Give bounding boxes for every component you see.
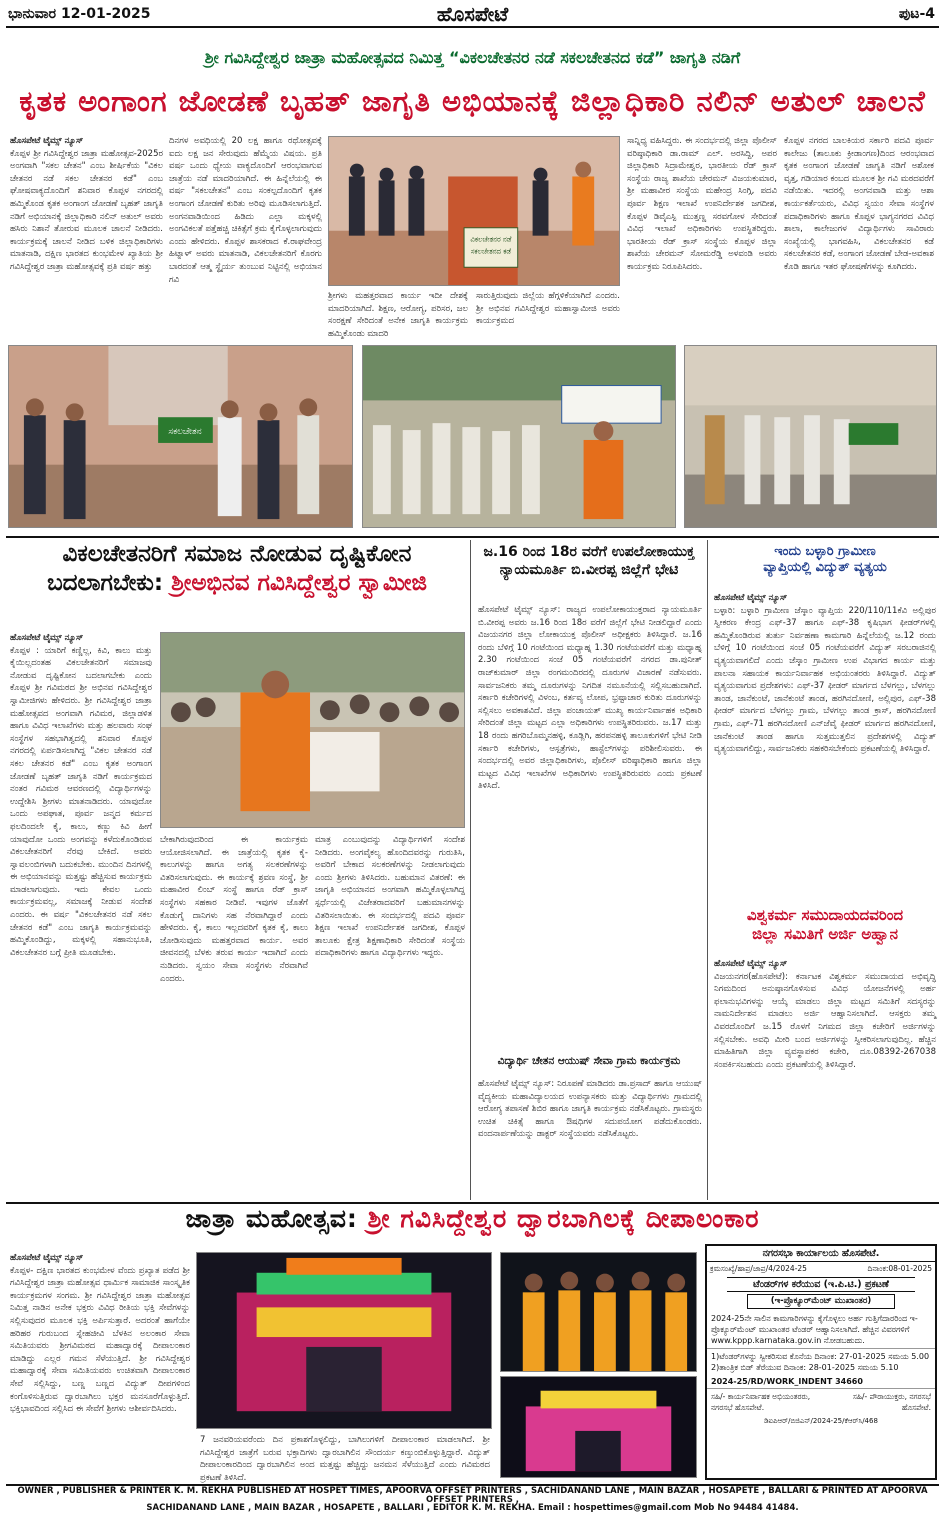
photo-procession-swamiji xyxy=(362,345,676,528)
vishwakarma-headline xyxy=(712,906,938,952)
lead-column-6: ಕೊಪ್ಪಳ ನಗರದ ಬಾಲಕಿಯರ ಸರ್ಕಾರಿ ಪದವಿ ಪೂರ್ವ ಕಾಲೇಜು (ತಾಲೂಕು ಕ್ರೀಡಾಂಗಣ)ದಿಂದ ಆರಂಭವಾದ ಕೃತಕ ಅಂಗಾಂಗ ಜೋಡಣೆ ಜಾಗೃತಿ ನಡಿಗೆ ಅಶೋಕ ವೃತ್ತ, ಗಡಿಯಾರ ಕಂಬದ ಮೂಲಕ ಶ್ರೀ ಗವಿ ಮಠದವರೆಗೆ ನಡೆಯಿತು. ಇದರಲ್ಲಿ ಅಂಗನವಾಡಿ ಮತ್ತು ಆಶಾ ಕಾರ್ಯಕರ್ತೆಯರು, ವಿವಿಧ ಸ್ವಯಂ ಸೇವಾ ಸಂಸ್ಥೆಗಳ ಪದಾಧಿಕಾರಿಗಳು ಹಾಗೂ ಕೊಪ್ಪಳ ಭಾಗ್ಯನಗರದ ವಿವಿಧ ಶಾಲಾ, ಕಾಲೇಜುಗಳ ವಿದ್ಯಾರ್ಥಿಗಳು ಸಾವಿರಾರು ಸಂಖ್ಯೆಯಲ್ಲಿ ಭಾಗವಹಿಸಿ, ವಿಕಲಚೇತನರ ಕಡೆ ಸಕಲಚೇತನರ ಕಡೆ, ಅಂಗಾಂಗ ಜೋಡಣೆ ಬೇಡ-ಅವಕಾಶ ಕೊಡಿ ಹಾಗೂ ಇತರ ಘೋಷಣೆಗಳನ್ನು ಕೂಗಿದರು. xyxy=(784,136,934,272)
tender-indent: 2024-25/RD/WORK_INDENT 34660 xyxy=(711,1377,863,1386)
tender-sign-left: ಸಹಿ/- ಕಾರ್ಯನಿರ್ವಾಹಕ ಅಭಿಯಂತರರು, ನಗರಸಭೆ ಹೊಸಪೇಟೆ. xyxy=(711,1392,811,1412)
lokayukta-headline-line-2: ನ್ಯಾಯಮೂರ್ತಿ ಬಿ.ವೀರಪ್ಪ ಜಿಲ್ಲೆಗೆ ಭೇಟಿ xyxy=(499,561,679,578)
power-column xyxy=(714,592,936,896)
lead-column-1 xyxy=(10,135,163,335)
footer-line-2: SACHIDANAND LANE , MAIN BAZAR , HOSAPETE , BALLARI , EDITOR K. M. REKHA. Email : hospettimes@gmail.com Mob No 94484 41484. xyxy=(146,1503,799,1513)
lead-photo-rally xyxy=(328,136,620,286)
ayush-headline: ವಿದ್ಯಾರ್ಥಿ ಚೇತನ ಆಯುಷ್ ಸೇವಾ ಗ್ರಾಮ ಕಾರ್ಯಕ್ರಮ xyxy=(497,1055,681,1067)
lead-column-4: ಸಾರುತ್ತಿರುವುದು ಜಿಲ್ಲೆಯ ಹೆಗ್ಗಳಿಕೆಯಾಗಿದೆ ಎಂದರು. ಶ್ರೀ ಅಭಿನವ ಗವಿಸಿದ್ದೇಶ್ವರ ಮಹಾಸ್ವಾಮೀಜಿ ಅವರು ಕಾರ್ಯಕ್ರಮದ xyxy=(476,291,620,327)
tender-title: ಟೆಂಡರ್‌ಗಳ ಕರೆಯುವ (ಇ.ಪಿ.ಟಿ.) ಪ್ರಕಟಣೆ xyxy=(727,1277,915,1292)
jatra-column-1 xyxy=(10,1252,190,1452)
paper-name: ಹೊಸಪೇಟೆ xyxy=(436,2,509,26)
swamiji-headline-line-2b: ಶ್ರೀಅಭಿನವ ಗವಿಸಿದ್ದೇಶ್ವರ ಸ್ವಾಮೀಜಿ xyxy=(171,569,427,596)
tender-ref: ಕ್ರಮಸಂಖ್ಯೆ/ಹಾಪ್ರ/ಜಾಪ್ರ/4/2024-25 xyxy=(710,1264,807,1273)
jatra-headline xyxy=(0,1204,945,1234)
lead-text-1: ಕೊಪ್ಪಳ ಶ್ರೀ ಗವಿಸಿದ್ದೇಶ್ವರ ಜಾತ್ರಾ ಮಹೋತ್ಸವ-2025ರ ಅಂಗವಾಗಿ "ಸಕಲ ಚೇತನ" ಎಂಬ ಶೀರ್ಷಿಕೆಯ "ವಿಕಲ ಚೇತನರ ನಡೆ ಸಕಲ ಚೇತನರ ಕಡೆ" ಎಂಬ ಘೋಷವಾಕ್ಯದೊಂದಿಗೆ ಶನಿವಾರ ಕೊಪ್ಪಳ ನಗರದಲ್ಲಿ ಹಮ್ಮಿಕೊಂಡ ಕೃತಕ ಅಂಗಾಂಗ ಜೋಡಣೆ ಬೃಹತ್ ಜಾಗೃತಿ ನಡಿಗೆ ಅಭಿಯಾನಕ್ಕೆ ಜಿಲ್ಲಾಧಿಕಾರಿ ನಲಿನ್ ಅತುಲ್ ಅವರು ಹಸಿರು ನಿಶಾನೆ ತೋರುವ ಮೂಲಕ ಚಾಲನೆ ನೀಡಿದರು. ಕಾರ್ಯಕ್ರಮಕ್ಕೆ ಚಾಲನೆ ನೀಡಿದ ಬಳಿಕ ಜಿಲ್ಲಾಧಿಕಾರಿಗಳು ಮಾತನಾಡಿ, ದಕ್ಷಿಣ ಭಾರತದ ಕುಂಭಮೇಳ ಖ್ಯಾತಿಯ ಶ್ರೀ ಗವಿಸಿದ್ದೇಶ್ವರ ಜಾತ್ರಾ ಮಹೋತ್ಸವಕ್ಕೆ ಪ್ರತಿ ವರ್ಷ ಹತ್ತು xyxy=(10,148,163,272)
power-headline xyxy=(712,544,938,586)
lead-column-5: ಸಾನ್ನಿಧ್ಯ ವಹಿಸಿದ್ದರು. ಈ ಸಂದರ್ಭದಲ್ಲಿ ಜಿಲ್ಲಾ ಪೊಲೀಸ್ ವರಿಷ್ಠಾಧಿಕಾರಿ ಡಾ.ರಾಮ್ ಎಲ್. ಅರಸಿದ್ದಿ, ಅಪರ ಜಿಲ್ಲಾಧಿಕಾರಿ ಸಿದ್ರಾಮೇಶ್ವರ, ಭಾರತೀಯ ರೆಡ್ ಕ್ರಾಸ್ ಸಂಸ್ಥೆಯ ರಾಜ್ಯ ಶಾಖೆಯ ಚೇರಮನ್ ವಿಜಯಕುಮಾರ, ಶ್ರೀ ಮಹಾವೀರ ಸಂಸ್ಥೆಯ ಮಹೇಂದ್ರ ಸಿಂಗ್ಗಿ, ಪದವಿ ಪೂರ್ವ ಶಿಕ್ಷಣ ಇಲಾಖೆ ಉಪನಿರ್ದೇಶಕ ಜಗದೀಶ, ಕೊಪ್ಪಳ ಡಿವೈಎಸ್ಪಿ ಮುತ್ತಣ್ಣ ಸರವಗೋಳ ಸೇರಿದಂತೆ ವಿವಿಧ ಇಲಾಖೆ ಅಧಿಕಾರಿಗಳು ಉಪಸ್ಥಿತರಿದ್ದರು. ಭಾರತೀಯ ರೆಡ್ ಕ್ರಾಸ್ ಸಂಸ್ಥೆಯ ಕೊಪ್ಪಳ ಜಿಲ್ಲಾ ಶಾಖೆಯ ಚೇರಮನ್ ಸೋಮರೆಡ್ಡಿ ಅಳವಂಡಿ ಅವರು ಕಾರ್ಯಕ್ರಮ ನಿರೂಪಿಸಿದರು. xyxy=(627,136,777,272)
swamiji-headline-line-2a: ಬದಲಾಗಬೇಕು: xyxy=(47,569,172,596)
masthead-rule xyxy=(6,26,939,28)
ayush-body: ಹೊಸಪೇಟೆ ಟೈಮ್ಸ್ ನ್ಯೂಸ್: ನಿರೂಪಣೆ ಮಾಡಿದರು ಡಾ.ಪ್ರಸಾದ್ ಹಾಗೂ ಆಯುಷ್ ವೈದ್ಯಕೀಯ ಮಹಾವಿದ್ಯಾಲಯದ ಉಪನ್ಯಾಸಕರು ಮತ್ತು ವಿದ್ಯಾರ್ಥಿಗಳು ಗ್ರಾಮದಲ್ಲಿ ಆರೋಗ್ಯ ತಪಾಸಣೆ ಶಿಬಿರ ಹಾಗೂ ಜಾಗೃತಿ ಕಾರ್ಯಕ್ರಮ ನಡೆಸಿಕೊಟ್ಟರು. ಗ್ರಾಮಸ್ಥರು ಉಚಿತ ಚಿಕಿತ್ಸೆ ಹಾಗೂ ಔಷಧಿಗಳ ಸದುಪಯೋಗ ಪಡೆದುಕೊಂಡರು. ವಂದನಾರ್ಪಣೆಯನ್ನು ಡಾಕ್ಟರ್ ಸಂಸ್ಥೆಯವರು ನಡೆಸಿಕೊಟ್ಟರು. xyxy=(478,1079,702,1140)
jatra-headline-a: ಜಾತ್ರಾ ಮಹೋತ್ಸವ: xyxy=(185,1204,368,1233)
power-body: ಬಳ್ಳಾರಿ: ಬಳ್ಳಾರಿ ಗ್ರಾಮೀಣ ಜೆಸ್ಕಾಂ ವ್ಯಾಪ್ತಿಯ 220/110/11ಕೆವಿ ಅಲ್ಲಿಪುರ ಸ್ವೀಕರಣ ಕೇಂದ್ರ ಎಫ್-37 ಹಾಗೂ ಎಫ್-38 ಕೃಷಿಭಾಗ ಫೀಡರ್‌ಗಳಲ್ಲಿ ಹಮ್ಮಿಕೊಂಡಿರುವ ತುರ್ತು ನಿರ್ವಹಣಾ ಕಾಮಗಾರಿ ಹಿನ್ನೆಲೆಯಲ್ಲಿ ಜ.12 ರಂದು ಬೆಳಿಗ್ಗೆ 10 ಗಂಟೆಯಿಂದ ಸಂಜೆ 05 ಗಂಟೆಯವರೆಗೆ ವಿದ್ಯುತ್ ಸರಬರಾಜಿನಲ್ಲಿ ವ್ಯತ್ಯಯವಾಗಲಿದೆ ಎಂದು ಜೆಸ್ಕಾಂ ಗ್ರಾಮೀಣ ಉಪ ವಿಭಾಗದ ಕಾರ್ಯ ಮತ್ತು ಪಾಲನಾ ಸಹಾಯಕ ಕಾರ್ಯನಿರ್ವಾಹಕ ಅಭಿಯಂತರರು ತಿಳಿಸಿದ್ದಾರೆ. ವಿದ್ಯುತ್ ವ್ಯತ್ಯಯವಾಗುವ ಪ್ರದೇಶಗಳು: ಎಫ್-37 ಫೀಡರ್ ಮಾರ್ಗದ ಬೆಳಗಲ್ಲು, ಬೆಳಗಲ್ಲು ತಾಂಡ, ಜಾನೆಕುಂಟೆ, ಜಾನೆಕುಂಟೆ ತಾಂಡ, ಹರಗಿನದೋಣಿ, ಅಲ್ಲಿಪುರ, ಎಫ್-38 ಫೀಡರ್ ಮಾರ್ಗದ ಬೆಳಗಲ್ಲು ಗ್ರಾಮ, ಬೆಳಗಲ್ಲು ತಾಂಡ ಕ್ರಾಸ್, ಹರಗಿನದೋಣಿ ಗ್ರಾಮ, ಎಫ್-71 ಹರಗಿನದೋಣಿ ಎನ್‌ಜೆವೈ ಫೀಡರ್ ಮಾರ್ಗದ ಹರಗಿನದೋಣಿ, ಜಾನೆಕುಂಟೆ ತಾಂಡ ಹಾಗೂ ಸುತ್ತಮುತ್ತಲಿನ ಪ್ರದೇಶಗಳಲ್ಲಿ ವಿದ್ಯುತ್ ವ್ಯತ್ಯಯವಾಗಲಿದ್ದು, ಸಾರ್ವಜನಿಕರು ಸಹಕರಿಸಬೇಕೆಂದು ಪ್ರಕಟಣೆಯಲ್ಲಿ ತಿಳಿಸಿದ್ದಾರೆ. xyxy=(714,605,936,755)
power-headline-line-1: ಇಂದು ಬಳ್ಳಾರಿ ಗ್ರಾಮೀಣ xyxy=(774,544,876,559)
jatra-byline: ಹೊಸಪೇಟೆ ಟೈಮ್ಸ್ ನ್ಯೂಸ್ xyxy=(10,1253,84,1263)
lokayukta-headline-line-1: ಜ.16 ರಿಂದ 18ರ ವರೆಗೆ ಉಪಲೋಕಾಯುಕ್ತ xyxy=(483,544,695,560)
tender-dates: 1)ಟೆಂಡರ್‌ಗಳನ್ನು ಸ್ವೀಕರಿಸುವ ಕೊನೆಯ ದಿನಾಂಕ: 27-01-2025 ಸಮಯ 5.00 2)ತಾಂತ್ರಿಕ ಬಿಡ್ ತೆರೆಯುವ ದಿನಾಂಕ: 28-01-2025 ಸಮಯ 5.10 xyxy=(707,1348,935,1375)
swamiji-headline xyxy=(6,540,468,616)
lead-byline: ಹೊಸಪೇಟೆ ಟೈಮ್ಸ್ ನ್ಯೂಸ್ xyxy=(10,136,84,146)
jatra-headline-b: ಶ್ರೀ ಗವಿಸಿದ್ದೇಶ್ವರ ದ್ವಾರಬಾಗಿಲಕ್ಕೆ ದೀಪಾಲಂಕಾರ xyxy=(367,1204,760,1233)
lead-headline: ಕೃತಕ ಅಂಗಾಂಗ ಜೋಡಣೆ ಬೃಹತ್ ಜಾಗೃತಿ ಅಭಿಯಾನಕ್ಕೆ ಜಿಲ್ಲಾಧಿಕಾರಿ ನಲಿನ್ ಅತುಲ್ ಚಾಲನೆ xyxy=(19,84,926,118)
tender-date: ದಿನಾಂಕ:08-01-2025 xyxy=(867,1264,932,1273)
section-rule xyxy=(6,536,939,538)
tender-sign-right: ಸಹಿ/- ಪೌರಾಯುಕ್ತರು, ನಗರಸಭೆ ಹೊಸಪೇಟೆ. xyxy=(852,1392,931,1412)
vishwakarma-headline-line-1: ವಿಶ್ವಕರ್ಮ ಸಮುದಾಯದವರಿಂದ xyxy=(746,906,904,924)
tender-dipr: ಡಿಐಪಿಆರ್/ಬಿಜಿಎನ್/2024-25/ಕೆಆರ್‌ಸಿ/468 xyxy=(764,1417,878,1425)
photo-flag-off xyxy=(8,345,353,528)
vishwakarma-body: ವಿಜಯನಗರ(ಹೊಸಪೇಟೆ): ಕರ್ನಾಟಕ ವಿಶ್ವಕರ್ಮ ಸಮುದಾಯದ ಅಭಿವೃದ್ಧಿ ನಿಗಮದಿಂದ ಅನುಷ್ಠಾನಗೊಳಿಸುವ ವಿವಿಧ ಯೋಜನೆಗಳಲ್ಲಿ ಅರ್ಹ ಫಲಾನುಭವಿಗಳನ್ನು ಆಯ್ಕೆ ಮಾಡಲು ಜಿಲ್ಲಾ ಮಟ್ಟದ ಸಮಿತಿಗೆ ಸದಸ್ಯರನ್ನು ನಾಮನಿರ್ದೇಶನ ಮಾಡಲು ಅರ್ಜಿ ಆಹ್ವಾನಿಸಲಾಗಿದೆ. ಆಸಕ್ತರು ತಮ್ಮ ವಿವರದೊಂದಿಗೆ ಜ.15 ರೊಳಗೆ ನಿಗಮದ ಜಿಲ್ಲಾ ಕಚೇರಿಗೆ ಅರ್ಜಿಗಳನ್ನು ಸಲ್ಲಿಸಬೇಕು. ಅವಧಿ ಮೀರಿ ಬಂದ ಅರ್ಜಿಗಳನ್ನು ಸ್ವೀಕರಿಸಲಾಗುವುದಿಲ್ಲ. ಹೆಚ್ಚಿನ ಮಾಹಿತಿಗಾಗಿ ಜಿಲ್ಲಾ ವ್ಯವಸ್ಥಾಪಕರ ಕಚೇರಿ, ದೂ.08392-267038 ಸಂಪರ್ಕಿಸಬಹುದು ಎಂದು ಪ್ರಕಟಣೆಯಲ್ಲಿ ತಿಳಿಸಿದ್ದಾರೆ. xyxy=(714,971,936,1070)
vishwakarma-byline: ಹೊಸಪೇಟೆ ಟೈಮ್ಸ್ ನ್ಯೂಸ್ xyxy=(714,959,788,969)
lead-kicker: ಶ್ರೀ ಗವಿಸಿದ್ದೇಶ್ವರ ಜಾತ್ರಾ ಮಹೋತ್ಸವದ ನಿಮಿತ್ತ “ವಿಕಲಚೇತನರ ನಡೆ ಸಕಲಚೇತನದ ಕಡೆ” ಜಾಗೃತಿ ನಡಿಗೆ xyxy=(204,48,741,67)
photo-illuminated-gate-2 xyxy=(500,1376,697,1478)
swamiji-column-2: ಬೇಕಾಗಿರುವುದರಿಂದ ಈ ಕಾರ್ಯಕ್ರಮ ಆಯೋಜಿಸಲಾಗಿದೆ. ಈ ಜಾತ್ರೆಯಲ್ಲಿ ಕೃತಕ ಕೈ-ಕಾಲುಗಳನ್ನು ಹಾಗೂ ಅಗತ್ಯ ಸಲಕರಣೆಗಳನ್ನು ವಿತರಿಸಲಾಗುವುದು. ಈ ಕಾರ್ಯಕ್ಕೆ ಶ್ರವಣ ಸಂಸ್ಥೆ, ಶ್ರೀ ಮಹಾವೀರ ಲಿಂಬ್ ಸಂಸ್ಥೆ ಹಾಗೂ ರೆಡ್ ಕ್ರಾಸ್ ಸಂಸ್ಥೆಗಳು ಸಹಕಾರ ನೀಡಿವೆ. ಇವುಗಳ ಜೊತೆಗೆ ಕೊಡುಗೈ ದಾನಿಗಳು ಸಹ ನೆರವಾಗಿದ್ದಾರೆ ಎಂದು ಹೇಳಿದರು. ಕೈ, ಕಾಲು ಇಲ್ಲದವರಿಗೆ ಕೃತಕ ಕೈ, ಕಾಲು ಜೋಡಿಸುವುದು ಮಹತ್ತರವಾದ ಕಾರ್ಯ. ಅವರ ಜೀವನದಲ್ಲಿ ಬೆಳಕು ತರುವ ಕಾರ್ಯ ಇದಾಗಿದೆ ಎಂದು ನುಡಿದರು. ಸ್ವಯಂ ಸೇವಾ ಸಂಸ್ಥೆಗಳು ನೆರವಾಗಿವೆ ಎಂದರು. xyxy=(160,835,308,984)
tender-subtitle: (ಇ-ಪ್ರೊಕ್ಯೂರ್‌ಮೆಂಟ್ ಮುಖಾಂತರ) xyxy=(747,1294,895,1309)
lokayukta-headline xyxy=(474,544,704,594)
tender-notice xyxy=(705,1244,937,1480)
lead-column-3: ಶ್ರೀಗಳು ಮಹತ್ತರವಾದ ಕಾರ್ಯ ಇದೀ ದೇಶಕ್ಕೆ ಮಾದರಿಯಾಗಿದೆ. ಶಿಕ್ಷಣ, ಆರೋಗ್ಯ, ಪರಿಸರ, ಜಲ ಸಂರಕ್ಷಣೆ ಸೇರಿದಂತೆ ಅನೇಕ ಜಾಗೃತಿ ಕಾರ್ಯಕ್ರಮ ಹಮ್ಮಿಕೊಂಡು ಮಾದರಿ xyxy=(328,291,468,339)
swamiji-column-3: ಮಾತ್ರ ಎಂಬುವುದನ್ನು ವಿದ್ಯಾರ್ಥಿಗಳಿಗೆ ಸಂದೇಶ ನೀಡಿದರು. ಅಂಗವೈಕಲ್ಯ ಹೊಂದಿದವರನ್ನು ಗುರುತಿಸಿ, ಅವರಿಗೆ ಬೇಕಾದ ಸಲಕರಣೆಗಳನ್ನು ನೀಡಲಾಗುವುದು ಎಂದು ಶ್ರೀಗಳು ತಿಳಿಸಿದರು. ಬಹುಮಾನ ವಿತರಣೆ: ಈ ಜಾಗೃತಿ ಅಭಿಯಾನದ ಅಂಗವಾಗಿ ಹಮ್ಮಿಕೊಳ್ಳಲಾಗಿದ್ದ ಸ್ಪರ್ಧೆಯಲ್ಲಿ ವಿಜೇತರಾದವರಿಗೆ ಬಹುಮಾನಗಳನ್ನು ವಿತರಿಸಲಾಯಿತು. ಈ ಸಂದರ್ಭದಲ್ಲಿ ಪದವಿ ಪೂರ್ವ ಶಿಕ್ಷಣ ಇಲಾಖೆ ಉಪನಿರ್ದೇಶಕ ಜಗದೀಶ, ಕೊಪ್ಪಳ ತಾಲೂಕು ಕ್ಷೇತ್ರ ಶಿಕ್ಷಣಾಧಿಕಾರಿ ಸೇರಿದಂತೆ ಸಂಸ್ಥೆಯ ಪದಾಧಿಕಾರಿಗಳು ಹಾಗೂ ವಿದ್ಯಾರ್ಥಿಗಳು ಇದ್ದರು. xyxy=(315,835,465,959)
issue-date: ಭಾನುವಾರ 12-01-2025 xyxy=(8,6,151,22)
tender-office: ನಗರಸಭಾ ಕಾರ್ಯಾಲಯ ಹೊಸಪೇಟೆ. xyxy=(707,1246,935,1262)
photo-sign-line-2: ಸಕಲಚೇತನದ ಕಡೆ xyxy=(470,247,512,256)
swamiji-headline-line-1: ವಿಕಲಚೇತನರಿಗೆ ಸಮಾಜ ನೋಡುವ ದೃಷ್ಟಿಕೋನ xyxy=(62,541,412,567)
photo-banner-text: ಸಕಲಚೇತನ xyxy=(168,427,202,438)
column-divider-2 xyxy=(707,540,708,1200)
page-number: ಪುಟ-4 xyxy=(898,6,935,22)
power-byline: ಹೊಸಪೇಟೆ ಟೈಮ್ಸ್ ನ್ಯೂಸ್ xyxy=(714,593,788,603)
power-headline-line-2: ವ್ಯಾಪ್ತಿಯಲ್ಲಿ ವಿದ್ಯುತ್ ವ್ಯತ್ಯಯ xyxy=(763,560,887,576)
vishwakarma-headline-line-2: ಜಿಲ್ಲಾ ಸಮಿತಿಗೆ ಅರ್ಜಿ ಅಹ್ವಾನ xyxy=(752,924,898,943)
swamiji-text-1: ಕೊಪ್ಪಳ : ಯಾರಿಗೆ ಕಣ್ಣಿಲ್ಲ, ಕಿವಿ, ಕಾಲು ಮತ್ತು ಕೈಯಿಲ್ಲದಂತಹ ವಿಕಲಚೇತನರಿಗೆ ಸಮಾಜವು ನೋಡುವ ದೃಷ್ಟಿಕೋನ ಬದಲಾಗಬೇಕು ಎಂದು ಕೊಪ್ಪಳ ಶ್ರೀ ಗವಿಮಠದ ಶ್ರೀ ಅಭಿನವ ಗವಿಸಿದ್ದೇಶ್ವರ ಸ್ವಾಮೀಜಿಗಳು ಹೇಳಿದರು. ಶ್ರೀ ಗವಿಸಿದ್ದೇಶ್ವರ ಜಾತ್ರಾ ಮಹೋತ್ಸವದ ಅಂಗವಾಗಿ ಗವಿಮಠ, ಜಿಲ್ಲಾಡಳಿತ ಹಾಗೂ ವಿವಿಧ ಇಲಾಖೆಗಳು ಮತ್ತು ಹಲವಾರು ಸಂಘ ಸಂಸ್ಥೆಗಳ ಸಹಭಾಗಿತ್ವದಲ್ಲಿ ಶನಿವಾರ ಕೊಪ್ಪಳ ನಗರದಲ್ಲಿ ಏರ್ಪಡಿಸಲಾಗಿದ್ದ "ವಿಕಲ ಚೇತನರ ನಡೆ ಸಕಲ ಚೇತನರ ಕಡೆ" ಎಂಬ ಕೃತಕ ಅಂಗಾಂಗ ಜೋಡಣೆ ಬೃಹತ್ ಜಾಗೃತಿ ನಡಿಗೆ ಕಾರ್ಯಕ್ರಮದ ನಂತರ ಗವಿಮಠ ಆವರಣದಲ್ಲಿ ವಿದ್ಯಾರ್ಥಿಗಳನ್ನು ಉದ್ದೇಶಿಸಿ ಶ್ರೀಗಳು ಮಾತನಾಡಿದರು. ಯಾವುದೋ ಒಂದು ಅಪಘಾತ, ಪೂರ್ವ ಜನ್ಮದ ಕರ್ಮದ ಫಲದಿಂದಲೇ ಕೈ, ಕಾಲು, ಕಣ್ಣು ಕಿವಿ ಹೀಗೆ ಯಾವುದೋ ಒಂದು ಅಂಗವನ್ನು ಕಳೆದುಕೊಂಡಿರುವ ವಿಕಲಚೇತನರಿಗೆ ನೆರವು ಬೇಕಿದೆ. ಅವರು ಸ್ವಾವಲಂಬಿಗಳಾಗಿ ಬದುಕಬೇಕು. ಮುಂದಿನ ದಿನಗಳಲ್ಲಿ ಈ ಅಭಿಯಾನವನ್ನು ಮತ್ತಷ್ಟು ಹೆಚ್ಚಿಸುವ ಕಾರ್ಯಕ್ರಮ ಮಾಡಲಾಗುವುದು. ಇದು ಕೇವಲ ಒಂದು ಕಾರ್ಯಕ್ರಮವಲ್ಲ, ಸಮಾಜಕ್ಕೆ ನೀಡುವ ಸಂದೇಶ ಎಂದರು. ಈ ವರ್ಷ "ವಿಕಲಚೇತನರ ನಡೆ ಸಕಲ ಚೇತನರ ಕಡೆ" ಎಂಬ ಜಾಗೃತಿ ಕಾರ್ಯಕ್ರಮವನ್ನು ಹಮ್ಮಿಕೊಂಡಿದ್ದು, ಮಕ್ಕಳಲ್ಲಿ ಸಹಾನುಭೂತಿ, ವಿಕಲಚೇತನರ ಬಗ್ಗೆ ಪ್ರೀತಿ ಮೂಡಬೇಕು. xyxy=(10,645,152,958)
photo-sign-line-1: ವಿಕಲಚೇತನರ ನಡೆ xyxy=(470,235,512,244)
footer-line-1: OWNER , PUBLISHER & PRINTER K. M. REKHA PUBLISHED AT HOSPET TIMES, APOORVA OFFSET PRINTERS , SACHIDANAND LANE , MAIN BAZAR , HOSAPETE , BALLARI & PRINTED AT APOORVA OFFSET PRINTERS , xyxy=(17,1486,928,1505)
photo-procession-street xyxy=(684,345,937,528)
swamiji-column-1 xyxy=(10,632,152,1200)
swamiji-byline: ಹೊಸಪೇಟೆ ಟೈಮ್ಸ್ ನ್ಯೂಸ್ xyxy=(10,633,84,643)
column-divider-1 xyxy=(470,540,471,1200)
photo-illuminated-gate-1 xyxy=(196,1252,492,1429)
vishwakarma-column xyxy=(714,958,936,1200)
lead-column-2: ದಿನಗಳ ಅವಧಿಯಲ್ಲಿ 20 ಲಕ್ಷ ಹಾಗೂ ರಥೋತ್ಸವಕ್ಕೆ ಐದು ಲಕ್ಷ ಜನ ಸೇರುವುದು ಹೆಮ್ಮೆಯ ವಿಷಯ. ಪ್ರತಿ ವರ್ಷ ಒಂದು ಧ್ಯೇಯ ವಾಕ್ಯದೊಂದಿಗೆ ಆರಂಭವಾಗುವ ಜಾತ್ರೆಯ ನಡೆ ಮಾದರಿಯಾಗಿದೆ. ಈ ಹಿನ್ನೆಲೆಯಲ್ಲಿ ಈ ವರ್ಷ "ಸಕಲಚೇತನ" ಎಂಬ ಸಂಕಲ್ಪದೊಂದಿಗೆ ಕೃತಕ ಅಂಗಾಂಗ ಜೋಡಣೆ ಕುರಿತು ಅರಿವು ಮೂಡಿಸಲಾಗುತ್ತಿದೆ. ಅಂಗನವಾಡಿಯಿಂದ ಹಿಡಿದು ಎಲ್ಲಾ ಮಕ್ಕಳಲ್ಲಿ ಅಂಗವಿಕಲತೆ ಪತ್ತೆಹಚ್ಚಿ ಚಿಕಿತ್ಸೆಗೆ ಕ್ರಮ ಕೈಗೊಳ್ಳಲಾಗುವುದು ಎಂದು ಹೇಳಿದರು. ಕೊಪ್ಪಳ ಶಾಸಕರಾದ ಕೆ.ರಾಘವೇಂದ್ರ ಹಿಟ್ನಾಳ್ ಅವರು ಮಾತನಾಡಿ, ವಿಕಲಚೇತನರಿಗೆ ಕೊರಗು ಬಾರದಂತೆ ಆತ್ಮ ಸ್ಥೈರ್ಯ ತುಂಬುವ ನಿಟ್ಟಿನಲ್ಲಿ ಅಭಿಯಾನ ಗವಿ xyxy=(169,136,322,285)
photo-volunteers xyxy=(500,1252,697,1372)
jatra-text-1: ಕೊಪ್ಪಳ- ದಕ್ಷಿಣ ಭಾರತದ ಕುಂಭಮೇಳ ವೆಂದು ಪ್ರಖ್ಯಾತ ಪಡೆದ ಶ್ರೀ ಗವಿಸಿದ್ದೇಶ್ವರ ಜಾತ್ರಾ ಮಹೋತ್ಸವ ಧಾರ್ಮಿಕ ಸಾಮಾಜಿಕ ಸಾಂಸ್ಕೃತಿಕ ಕಾರ್ಯಕ್ರಮಗಳ ಸಂಗಮ. ಶ್ರೀ ಗವಿಸಿದ್ದೇಶ್ವರ ಜಾತ್ರಾ ಮಹೋತ್ಸವ ನಿಮಿತ್ತ ನಾಡಿನ ಅನೇಕ ಭಕ್ತರು ವಿವಿಧ ರೀತಿಯ ಭಕ್ತಿ ಸೇವೆಗಳನ್ನು ಸಲ್ಲಿಸುವುದರ ಮೂಲಕ ಭಕ್ತಿ ಅರ್ಪಿಸುತ್ತಾರೆ. ಅದರಂತೆ ಹಾಗೆಯೇ ಹರಿಹರ ಗುರುಬಂದ ಸ್ನೇಹಜೀವಿ ಬೆಳಕಿನ ಅಲಂಕಾರ ಸೇವಾ ಸಮಿತಿಯವರು ಶ್ರೀಗವಿಮಠದ ಮಹಾದ್ವಾರಕ್ಕೆ ದೀಪಾಲಂಕಾರ ಮಾಡಿದ್ದು ಎಲ್ಲರ ಗಮನ ಸೆಳೆಯುತ್ತಿದೆ. ಶ್ರೀ ಗವಿಸಿದ್ದೇಶ್ವರ ಮಹಾದ್ವಾರಕ್ಕೆ ಸೇವಾ ಸಮಿತಿಯವರು ಉಚಿತವಾಗಿ ದೀಪಾಲಂಕಾರ ಸೇವೆ ಸಲ್ಲಿಸಿದ್ದು, ಬಣ್ಣ ಬಣ್ಣದ ವಿದ್ಯುತ್ ದೀಪಗಳಿಂದ ಕಂಗೊಳಿಸುತ್ತಿರುವ ದ್ವಾರಬಾಗಿಲು ಭಕ್ತರ ಮನಸೂರೆಗೊಳ್ಳುತ್ತಿದೆ. ಭಕ್ತಿಭಾವದಿಂದ ಸಲ್ಲಿಸಿದ ಈ ಸೇವೆಗೆ ಶ್ರೀಗಳು ಆಶೀರ್ವದಿಸಿದರು. xyxy=(10,1265,190,1415)
footer-imprint xyxy=(0,1487,945,1513)
jatra-column-2: 7 ಜನವರಿಯವರೆಂದು ದಿನ ಪ್ರಕಾಶಗೊಳ್ಳಲಿದ್ದು, ಬಾಗಿಲುಗಳಿಗೆ ದೀಪಾಲಂಕಾರ ಮಾಡಲಾಗಿದೆ. ಶ್ರೀ ಗವಿಸಿದ್ದೇಶ್ವರ ಜಾತ್ರೆಗೆ ಬರುವ ಭಕ್ತಾದಿಗಳು ದ್ವಾರಬಾಗಿಲಿನ ಸೌಂದರ್ಯ ಕಣ್ತುಂಬಿಕೊಳ್ಳುತ್ತಿದ್ದಾರೆ. ವಿದ್ಯುತ್ ದೀಪಾಲಂಕಾರದಿಂದ ದ್ವಾರಬಾಗಿಲಿನ ಅಂದ ಮತ್ತಷ್ಟು ಹೆಚ್ಚಿದ್ದು ಜನಮನ ಸೆಳೆಯುತ್ತಿದೆ ಎಂದು ಗವಿಮಠದ ಪ್ರಕಟಣೆ ತಿಳಿಸಿದೆ. xyxy=(200,1435,490,1483)
lokayukta-body: ಹೊಸಪೇಟೆ ಟೈಮ್ಸ್ ನ್ಯೂಸ್: ರಾಜ್ಯದ ಉಪಲೋಕಾಯುಕ್ತರಾದ ನ್ಯಾಯಮೂರ್ತಿ ಬಿ.ವೀರಪ್ಪ ಅವರು ಜ.16 ರಿಂದ 18ರ ವರೆಗೆ ಜಿಲ್ಲೆಗೆ ಭೇಟಿ ನೀಡಲಿದ್ದಾರೆ ಎಂದು ವಿಜಯನಗರ ಜಿಲ್ಲಾ ಲೋಕಾಯುಕ್ತ ಪೊಲೀಸ್ ಅಧೀಕ್ಷಕರು ತಿಳಿಸಿದ್ದಾರೆ. ಜ.16 ರಂದು ಬೆಳಿಗ್ಗೆ 10 ಗಂಟೆಯಿಂದ ಮಧ್ಯಾಹ್ನ 1.30 ಗಂಟೆಯವರೆಗೆ ಮತ್ತು ಮಧ್ಯಾಹ್ನ 2.30 ಗಂಟೆಯಿಂದ ಸಂಜೆ 05 ಗಂಟೆಯವರೆಗೆ ನಗರದ ಡಾ.ಪುನೀತ್ ರಾಜ್‍ಕುಮಾರ್ ಜಿಲ್ಲಾ ರಂಗಮಂದಿರದಲ್ಲಿ ದೂರುಗಳ ವಿಚಾರಣೆ ನಡೆಸುವರು. ಸಾರ್ವಜನಿಕರು ತಮ್ಮ ದೂರುಗಳನ್ನು ನಿಗದಿತ ನಮೂನೆಯಲ್ಲಿ ಸಲ್ಲಿಸಬಹುದಾಗಿದೆ. ಸರ್ಕಾರಿ ಕಚೇರಿಗಳಲ್ಲಿ ವಿಳಂಬ, ಕರ್ತವ್ಯ ಲೋಪ, ಭ್ರಷ್ಟಾಚಾರ ಕುರಿತು ದೂರುಗಳನ್ನು ಸಲ್ಲಿಸಲು ಅವಕಾಶವಿದೆ. ಜಿಲ್ಲಾ ಪಂಚಾಯತ್ ಮುಖ್ಯ ಕಾರ್ಯನಿರ್ವಾಹಕ ಅಧಿಕಾರಿ ಸೇರಿದಂತೆ ಜಿಲ್ಲಾ ಮಟ್ಟದ ಎಲ್ಲಾ ಅಧಿಕಾರಿಗಳು ಉಪಸ್ಥಿತರಿರುವರು. ಜ.17 ಮತ್ತು 18 ರಂದು ಹಗರಿಬೊಮ್ಮನಹಳ್ಳಿ, ಕೂಡ್ಲಿಗಿ, ಹರಪನಹಳ್ಳಿ ತಾಲೂಕುಗಳಿಗೆ ಭೇಟಿ ನೀಡಿ ಸರ್ಕಾರಿ ಕಚೇರಿಗಳು, ಆಸ್ಪತ್ರೆಗಳು, ಹಾಸ್ಟೆಲ್‍ಗಳನ್ನು ಪರಿಶೀಲಿಸುವರು. ಈ ಸಂದರ್ಭದಲ್ಲಿ ಅವರ ಜಿಲ್ಲಾಧಿಕಾರಿಗಳು, ಪೊಲೀಸ್ ವರಿಷ್ಠಾಧಿಕಾರಿ ಹಾಗೂ ಜಿಲ್ಲಾ ಮಟ್ಟದ ವಿವಿಧ ಇಲಾಖೆಗಳ ಅಧಿಕಾರಿಗಳು ಉಪಸ್ಥಿತರಿರುವರು ಎಂದು ಪ್ರಕಟಣೆ ತಿಳಿಸಿದೆ. xyxy=(478,605,702,792)
photo-swamiji-speech xyxy=(160,632,465,828)
tender-body: 2024-25ನೇ ಸಾಲಿನ ಕಾಮಗಾರಿಗಳನ್ನು ಕೈಗೊಳ್ಳಲು ಅರ್ಹ ಗುತ್ತಿಗೆದಾರರಿಂದ ಇ-ಪ್ರೊಕ್ಯೂರ್‌ಮೆಂಟ್ ಮುಖಾಂತರ ಟೆಂಡರ್ ಆಹ್ವಾನಿಸಲಾಗಿದೆ. ಹೆಚ್ಚಿನ ವಿವರಗಳಿಗೆ www.kppp.karnataka.gov.in ನೋಡಬಹುದು. xyxy=(711,1314,918,1345)
